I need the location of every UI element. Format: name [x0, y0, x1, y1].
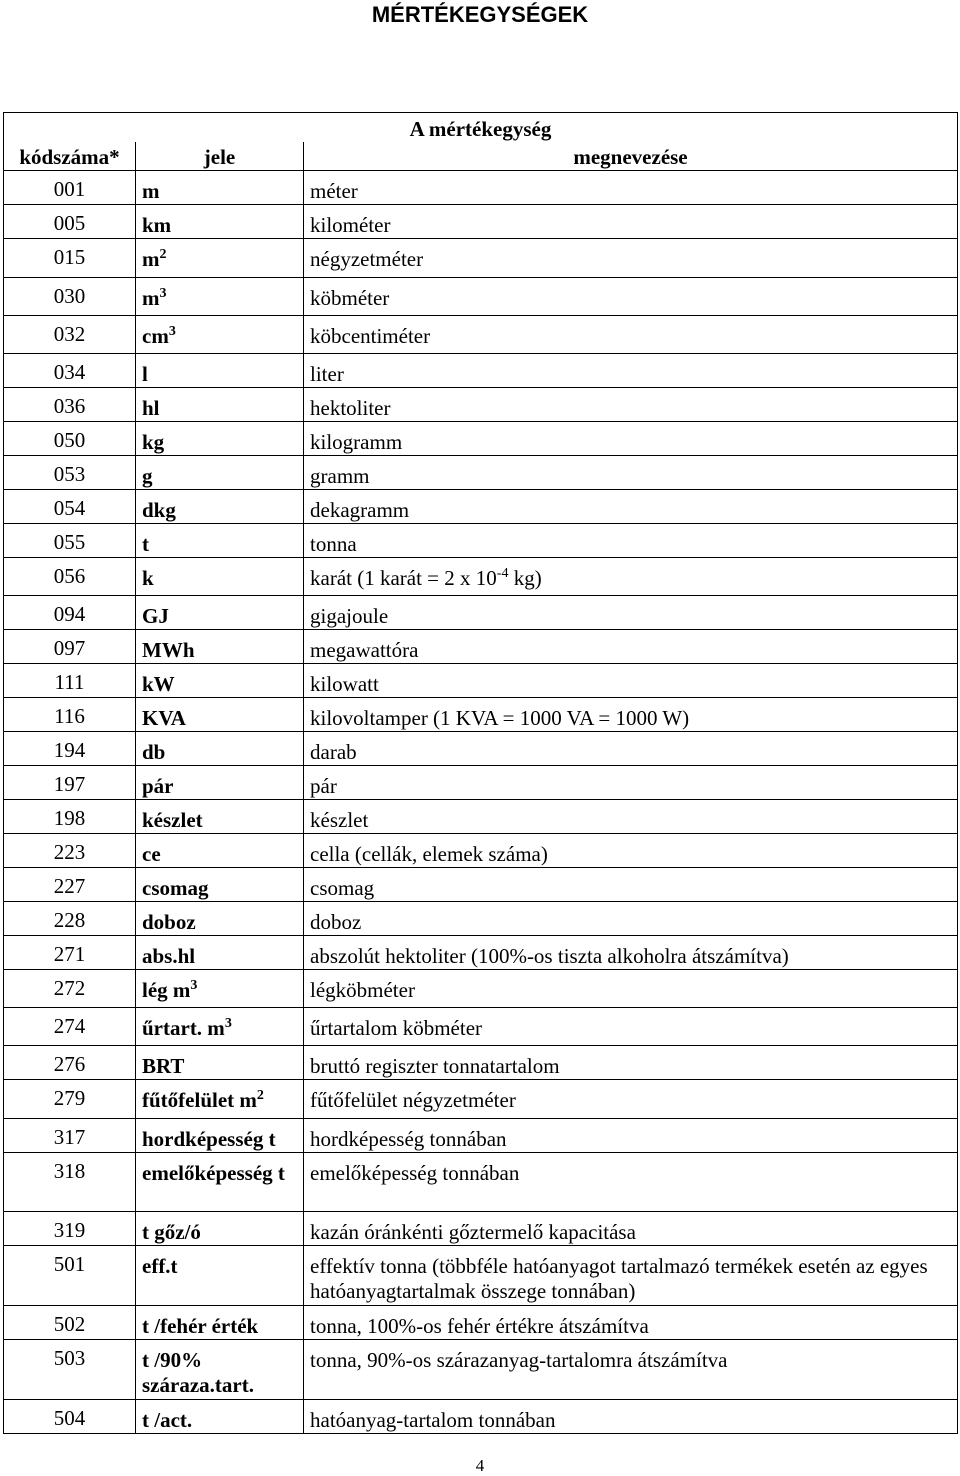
- unit-symbol-text: m: [142, 179, 160, 203]
- unit-name-text: karát (1 karát = 2 x 10: [310, 566, 497, 590]
- unit-code: 116: [4, 698, 136, 732]
- unit-name: [304, 936, 958, 970]
- unit-name-text: kilogramm: [310, 430, 403, 454]
- unit-code: 034: [4, 354, 136, 388]
- unit-name-text: kazán óránkénti gőztermelő kapacitása: [310, 1220, 636, 1244]
- unit-symbol-text: k: [142, 566, 154, 590]
- header-code: kódszáma*: [4, 142, 136, 171]
- unit-symbol-text: pár: [142, 774, 174, 798]
- unit-symbol-text: hl: [142, 396, 160, 420]
- unit-name-text: négyzetméter: [310, 247, 424, 271]
- unit-symbol-text: ce: [142, 842, 161, 866]
- unit-symbol: [136, 868, 304, 902]
- unit-code: 050: [4, 422, 136, 456]
- unit-code: 317: [4, 1119, 136, 1153]
- unit-name: [304, 800, 958, 834]
- unit-name-text: pár: [310, 774, 337, 798]
- unit-code: 319: [4, 1212, 136, 1246]
- table-row: [4, 834, 958, 868]
- table-row: [4, 278, 958, 316]
- unit-symbol-text: t /fehér érték: [142, 1314, 259, 1338]
- unit-symbol: [136, 800, 304, 834]
- unit-code: 318: [4, 1153, 136, 1212]
- page-title: MÉRTÉKEGYSÉGEK: [371, 2, 589, 27]
- unit-code: 053: [4, 456, 136, 490]
- table-row: [4, 1340, 958, 1400]
- unit-symbol: [136, 205, 304, 239]
- unit-name-text: csomag: [310, 876, 375, 900]
- table-row: [4, 596, 958, 630]
- unit-code: 502: [4, 1306, 136, 1340]
- unit-name-text: kilowatt: [310, 672, 379, 696]
- unit-name-text: liter: [310, 362, 344, 386]
- unit-symbol-text: t /act.: [142, 1408, 193, 1432]
- unit-symbol-text: fűtőfelület m: [142, 1088, 257, 1112]
- unit-name-text: dekagramm: [310, 498, 410, 522]
- unit-code: 001: [4, 171, 136, 205]
- unit-symbol-text: emelőképesség t: [142, 1161, 285, 1185]
- unit-name-text: emelőképesség tonnában: [310, 1161, 520, 1185]
- unit-symbol: [136, 970, 304, 1008]
- unit-symbol: [136, 171, 304, 205]
- unit-symbol: [136, 490, 304, 524]
- unit-name: [304, 732, 958, 766]
- unit-symbol: [136, 1080, 304, 1119]
- unit-name: [304, 970, 958, 1008]
- unit-symbol: [136, 456, 304, 490]
- table-row: [4, 490, 958, 524]
- table-row: [4, 970, 958, 1008]
- table-row: [4, 354, 958, 388]
- unit-code: 228: [4, 902, 136, 936]
- unit-symbol: [136, 766, 304, 800]
- unit-name: [304, 354, 958, 388]
- unit-name: [304, 698, 958, 732]
- table-row: [4, 456, 958, 490]
- unit-name-text: űrtartalom köbméter: [310, 1016, 483, 1040]
- unit-name: [304, 902, 958, 936]
- header-symbol: jele: [136, 142, 304, 171]
- unit-symbol-text: űrtart. m: [142, 1016, 225, 1040]
- unit-symbol: [136, 664, 304, 698]
- table-row: [4, 1008, 958, 1046]
- unit-symbol-text: l: [142, 362, 148, 386]
- unit-code: 279: [4, 1080, 136, 1119]
- unit-code: 198: [4, 800, 136, 834]
- table-row: [4, 1212, 958, 1246]
- unit-name: [304, 766, 958, 800]
- unit-symbol-exponent: 3: [168, 324, 176, 339]
- unit-code: 036: [4, 388, 136, 422]
- unit-symbol: [136, 1008, 304, 1046]
- table-row: [4, 868, 958, 902]
- unit-name: [304, 205, 958, 239]
- unit-symbol-text: dkg: [142, 498, 176, 522]
- table-row: [4, 388, 958, 422]
- unit-symbol-exponent: 3: [159, 286, 167, 301]
- unit-symbol: [136, 834, 304, 868]
- unit-name-text: gramm: [310, 464, 370, 488]
- unit-name-text: hordképesség tonnában: [310, 1127, 507, 1151]
- unit-name: [304, 1153, 958, 1212]
- unit-symbol-text: eff.t: [142, 1254, 178, 1278]
- unit-name-text: fűtőfelület négyzetméter: [310, 1088, 516, 1112]
- table-row: [4, 698, 958, 732]
- unit-name: [304, 1400, 958, 1434]
- unit-symbol-exponent: 2: [256, 1088, 264, 1103]
- unit-name-text: készlet: [310, 808, 369, 832]
- table-row: [4, 239, 958, 278]
- unit-symbol-text: g: [142, 464, 153, 488]
- page-number: 4: [475, 1456, 485, 1475]
- table-row: [4, 558, 958, 596]
- table-row: [4, 800, 958, 834]
- unit-symbol: [136, 422, 304, 456]
- unit-symbol: [136, 278, 304, 316]
- unit-symbol: [136, 1212, 304, 1246]
- unit-code: 197: [4, 766, 136, 800]
- unit-name-text: cella (cellák, elemek száma): [310, 842, 548, 866]
- unit-symbol-text: db: [142, 740, 166, 764]
- unit-symbol: [136, 239, 304, 278]
- unit-symbol-text: lég m: [142, 978, 191, 1002]
- unit-name: [304, 1046, 958, 1080]
- unit-symbol: [136, 354, 304, 388]
- header-group-label: A mértékegység: [4, 113, 958, 143]
- unit-name: [304, 1119, 958, 1153]
- unit-code: 223: [4, 834, 136, 868]
- unit-symbol-text: MWh: [142, 638, 195, 662]
- unit-name: [304, 868, 958, 902]
- unit-code: 005: [4, 205, 136, 239]
- unit-symbol-text: hordképesség t: [142, 1127, 276, 1151]
- unit-name: [304, 490, 958, 524]
- unit-symbol-exponent: 2: [159, 247, 167, 262]
- unit-name-text: hektoliter: [310, 396, 391, 420]
- unit-name: [304, 664, 958, 698]
- table-row: [4, 630, 958, 664]
- unit-symbol-text: KVA: [142, 706, 186, 730]
- unit-code: 194: [4, 732, 136, 766]
- unit-code: 274: [4, 1008, 136, 1046]
- table-row: [4, 1400, 958, 1434]
- unit-name: [304, 1212, 958, 1246]
- unit-name: [304, 239, 958, 278]
- unit-name: [304, 596, 958, 630]
- unit-symbol-text: km: [142, 213, 172, 237]
- unit-code: 271: [4, 936, 136, 970]
- unit-symbol-text: készlet: [142, 808, 203, 832]
- table-row: [4, 664, 958, 698]
- table-row: [4, 732, 958, 766]
- unit-symbol: [136, 558, 304, 596]
- unit-name: [304, 1080, 958, 1119]
- unit-name: [304, 388, 958, 422]
- unit-name-text: abszolút hektoliter (100%-os tiszta alkoholra átszámítva): [310, 944, 789, 968]
- unit-name-text: méter: [310, 179, 358, 203]
- unit-name-text: légköbméter: [310, 978, 415, 1002]
- unit-name-text: kilovoltamper (1 KVA = 1000 VA = 1000 W): [310, 706, 690, 730]
- unit-symbol-text: kg: [142, 430, 165, 454]
- unit-name-text: bruttó regiszter tonnatartalom: [310, 1054, 560, 1078]
- unit-symbol-text: t: [142, 532, 149, 556]
- unit-name-text: darab: [310, 740, 357, 764]
- unit-symbol: [136, 1246, 304, 1306]
- unit-code: 032: [4, 316, 136, 354]
- unit-name: [304, 558, 958, 596]
- unit-symbol-text: cm: [142, 324, 169, 348]
- unit-name-text: doboz: [310, 910, 362, 934]
- unit-name: [304, 171, 958, 205]
- table-row: [4, 1153, 958, 1212]
- unit-name: [304, 1008, 958, 1046]
- unit-name: [304, 524, 958, 558]
- unit-symbol-exponent: 3: [190, 978, 198, 993]
- unit-symbol-text: BRT: [142, 1054, 185, 1078]
- table-row: [4, 422, 958, 456]
- units-table-body: [4, 113, 958, 1434]
- unit-name: [304, 278, 958, 316]
- unit-code: 276: [4, 1046, 136, 1080]
- unit-code: 111: [4, 664, 136, 698]
- unit-code: 015: [4, 239, 136, 278]
- table-row: [4, 1306, 958, 1340]
- unit-name-text: tonna, 100%-os fehér értékre átszámítva: [310, 1314, 649, 1338]
- unit-symbol-text: abs.hl: [142, 944, 196, 968]
- table-header-row: [4, 142, 958, 171]
- unit-symbol: [136, 1400, 304, 1434]
- unit-name-text: hatóanyag-tartalom tonnában: [310, 1408, 556, 1432]
- unit-name-text: effektív tonna (többféle hatóanyagot tartalmazó termékek esetén az egyes hatóanyagtartalmak összege tonnában): [310, 1254, 928, 1303]
- unit-symbol: [136, 630, 304, 664]
- unit-symbol: [136, 388, 304, 422]
- unit-code: 094: [4, 596, 136, 630]
- unit-symbol: [136, 698, 304, 732]
- table-row: [4, 1046, 958, 1080]
- unit-symbol: [136, 1046, 304, 1080]
- unit-symbol: [136, 524, 304, 558]
- unit-symbol: [136, 1119, 304, 1153]
- table-row: [4, 316, 958, 354]
- table-row: [4, 1080, 958, 1119]
- unit-name-text: gigajoule: [310, 604, 389, 628]
- unit-name-text: köbcentiméter: [310, 324, 431, 348]
- unit-symbol: [136, 732, 304, 766]
- unit-symbol: [136, 316, 304, 354]
- unit-symbol: [136, 902, 304, 936]
- unit-code: 056: [4, 558, 136, 596]
- header-name: megnevezése: [304, 142, 958, 171]
- unit-name-text: kilométer: [310, 213, 391, 237]
- table-row: [4, 524, 958, 558]
- unit-code: 503: [4, 1340, 136, 1400]
- unit-name-text: tonna, 90%-os szárazanyag-tartalomra átszámítva: [310, 1348, 728, 1372]
- unit-symbol: [136, 1340, 304, 1400]
- unit-name-text: köbméter: [310, 286, 390, 310]
- unit-symbol-text: GJ: [142, 604, 169, 628]
- unit-symbol-text: doboz: [142, 910, 196, 934]
- unit-name: [304, 1246, 958, 1306]
- unit-symbol-text: m: [142, 247, 160, 271]
- unit-name-suffix: kg): [508, 566, 542, 590]
- unit-code: 501: [4, 1246, 136, 1306]
- unit-symbol-text: t gőz/ó: [142, 1220, 201, 1244]
- unit-symbol: [136, 936, 304, 970]
- unit-name: [304, 1340, 958, 1400]
- unit-name-text: megawattóra: [310, 638, 419, 662]
- unit-code: 055: [4, 524, 136, 558]
- unit-symbol-text: t /90% száraza.tart.: [142, 1348, 254, 1397]
- table-row: [4, 1246, 958, 1306]
- unit-symbol: [136, 1153, 304, 1212]
- unit-code: 054: [4, 490, 136, 524]
- unit-symbol-text: kW: [142, 672, 175, 696]
- unit-code: 030: [4, 278, 136, 316]
- units-table: [3, 112, 958, 1434]
- unit-name-exponent: -4: [496, 566, 509, 581]
- unit-name: [304, 422, 958, 456]
- table-header-group-row: [4, 113, 958, 143]
- unit-symbol: [136, 1306, 304, 1340]
- table-row: [4, 766, 958, 800]
- unit-code: 097: [4, 630, 136, 664]
- unit-name: [304, 1306, 958, 1340]
- unit-symbol-text: m: [142, 286, 160, 310]
- table-row: [4, 171, 958, 205]
- table-row: [4, 902, 958, 936]
- unit-symbol: [136, 596, 304, 630]
- unit-name: [304, 456, 958, 490]
- unit-symbol-exponent: 3: [224, 1016, 232, 1031]
- table-row: [4, 1119, 958, 1153]
- unit-code: 504: [4, 1400, 136, 1434]
- unit-name-text: tonna: [310, 532, 357, 556]
- table-row: [4, 205, 958, 239]
- unit-code: 227: [4, 868, 136, 902]
- unit-code: 272: [4, 970, 136, 1008]
- table-row: [4, 936, 958, 970]
- unit-symbol-text: csomag: [142, 876, 209, 900]
- unit-name: [304, 630, 958, 664]
- unit-name: [304, 316, 958, 354]
- unit-name: [304, 834, 958, 868]
